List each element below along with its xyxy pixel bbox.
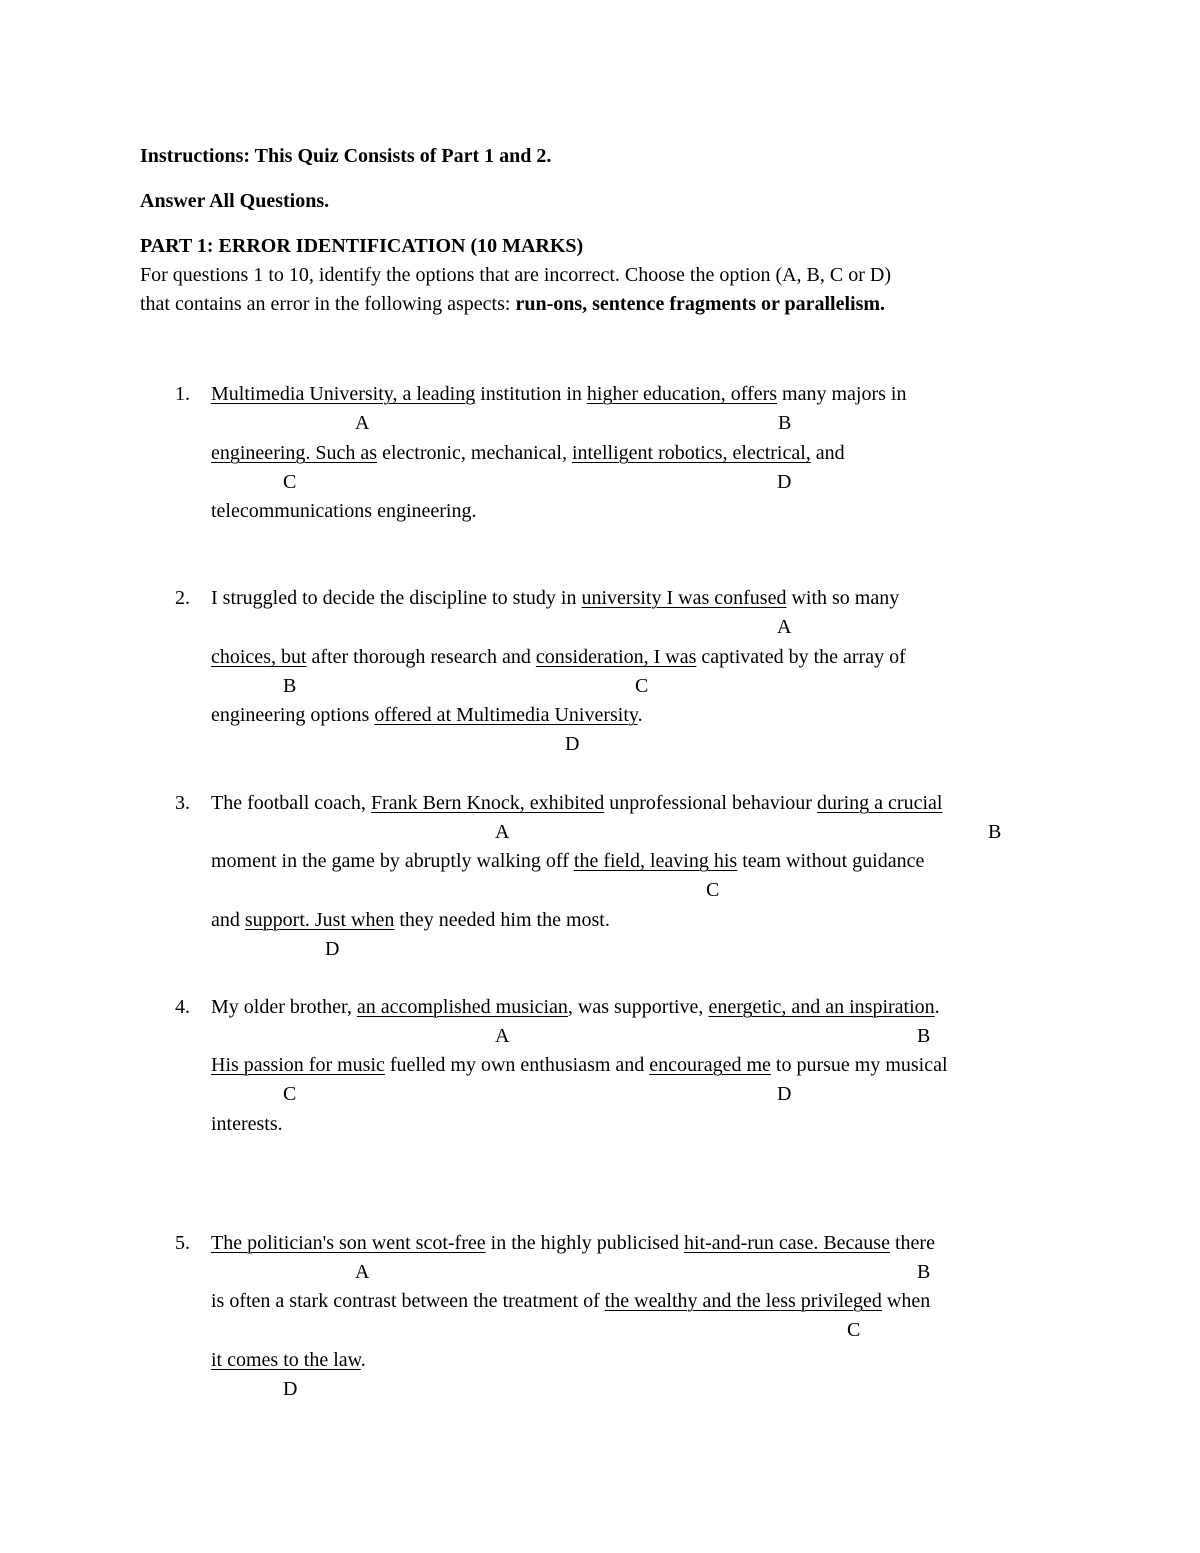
plain-text: with so many bbox=[786, 587, 900, 609]
option-c-label: C bbox=[847, 1319, 861, 1341]
question-number: 4. bbox=[175, 996, 190, 1018]
question-line-1 bbox=[211, 997, 940, 1017]
question-number: 1. bbox=[175, 383, 190, 405]
option-a-text: an accomplished musician bbox=[356, 996, 568, 1018]
plain-text: , was supportive, bbox=[567, 996, 709, 1018]
part1-title: PART 1: ERROR IDENTIFICATION (10 MARKS) bbox=[140, 235, 584, 257]
plain-text: moment in the game by abruptly walking off bbox=[211, 850, 574, 872]
option-d-text: offered at Multimedia University bbox=[374, 704, 638, 726]
option-c-label: C bbox=[283, 471, 297, 493]
option-a-text: Multimedia University, a leading bbox=[211, 383, 476, 405]
option-b-text: choices, but bbox=[211, 646, 307, 668]
question-line-2 bbox=[211, 647, 906, 667]
plain-text: to pursue my musical bbox=[770, 1054, 948, 1076]
plain-text: captivated by the array of bbox=[696, 646, 906, 668]
option-b-label: B bbox=[778, 412, 792, 434]
intro-plain-text: that contains an error in the following aspects: bbox=[140, 293, 516, 315]
question-line-3 bbox=[211, 705, 643, 725]
plain-text: many majors in bbox=[777, 383, 907, 405]
instructions-heading: Instructions: This Quiz Consists of Part 1 and 2. bbox=[140, 145, 552, 167]
plain-text: My older brother, bbox=[211, 996, 357, 1018]
option-a-text: The politician's son went scot-free bbox=[211, 1232, 486, 1254]
answer-all-heading: Answer All Questions. bbox=[140, 190, 330, 212]
question-line-2 bbox=[211, 1055, 948, 1075]
plain-text: . bbox=[637, 704, 643, 726]
option-d-text: encouraged me bbox=[649, 1054, 771, 1076]
option-a-text: Frank Bern Knock, exhibited bbox=[370, 792, 605, 814]
option-b-label: B bbox=[917, 1025, 931, 1047]
option-c-text: the field, leaving his bbox=[573, 850, 738, 872]
plain-text: and bbox=[211, 909, 245, 931]
option-c-text: engineering. Such as bbox=[211, 442, 378, 464]
option-b-text: hit-and-run case. Because bbox=[683, 1232, 890, 1254]
plain-text: is often a stark contrast between the treatment of bbox=[211, 1290, 605, 1312]
option-b-text: during a crucial bbox=[816, 792, 943, 814]
question-line-2 bbox=[211, 1291, 930, 1311]
plain-text: in the highly publicised bbox=[485, 1232, 684, 1254]
part1-intro-line2 bbox=[140, 294, 885, 314]
option-d-label: D bbox=[777, 1083, 792, 1105]
option-c-text: the wealthy and the less privileged bbox=[604, 1290, 882, 1312]
option-d-label: D bbox=[565, 733, 580, 755]
question-number: 5. bbox=[175, 1232, 190, 1254]
option-a-text: university I was confused bbox=[581, 587, 787, 609]
plain-text: electronic, mechanical, bbox=[377, 442, 572, 464]
option-c-label: C bbox=[706, 879, 720, 901]
option-d-label: D bbox=[777, 471, 792, 493]
plain-text: they needed him the most. bbox=[394, 909, 610, 931]
option-b-label: B bbox=[283, 675, 297, 697]
plain-text: The football coach, bbox=[211, 792, 371, 814]
question-line-1 bbox=[211, 588, 899, 608]
plain-text: . bbox=[934, 996, 940, 1018]
plain-text: institution in bbox=[475, 383, 587, 405]
option-d-text: intelligent robotics, electrical, bbox=[571, 442, 811, 464]
plain-text: team without guidance bbox=[737, 850, 925, 872]
option-c-text: consideration, I was bbox=[535, 646, 697, 668]
option-c-label: C bbox=[283, 1083, 297, 1105]
option-a-label: A bbox=[777, 616, 792, 638]
question-number: 2. bbox=[175, 587, 190, 609]
intro-bold-text: run-ons, sentence fragments or parallelism. bbox=[515, 293, 886, 315]
plain-text: fuelled my own enthusiasm and bbox=[384, 1054, 650, 1076]
question-line-2 bbox=[211, 851, 924, 871]
option-a-label: A bbox=[495, 821, 510, 843]
option-b-text: energetic, and an inspiration bbox=[708, 996, 935, 1018]
plain-text: I struggled to decide the discipline to study in bbox=[211, 587, 582, 609]
option-d-text: it comes to the law bbox=[211, 1349, 361, 1371]
option-b-label: B bbox=[988, 821, 1002, 843]
question-line-1 bbox=[211, 384, 906, 404]
part1-intro-line1: For questions 1 to 10, identify the options that are incorrect. Choose the option (A, B, C or D) bbox=[140, 264, 891, 286]
question-line-3 bbox=[211, 910, 610, 930]
plain-text: when bbox=[881, 1290, 931, 1312]
option-a-label: A bbox=[355, 412, 370, 434]
plain-text: after thorough research and bbox=[306, 646, 536, 668]
question-line-2 bbox=[211, 443, 845, 463]
plain-text: engineering options bbox=[211, 704, 375, 726]
option-d-label: D bbox=[325, 938, 340, 960]
option-b-text: higher education, offers bbox=[586, 383, 778, 405]
question-line-1 bbox=[211, 793, 942, 813]
plain-text: there bbox=[889, 1232, 935, 1254]
question-line-1 bbox=[211, 1233, 935, 1253]
plain-text: unprofessional behaviour bbox=[604, 792, 817, 814]
option-a-label: A bbox=[355, 1261, 370, 1283]
question-line-3 bbox=[211, 1350, 366, 1370]
plain-text: . bbox=[360, 1349, 366, 1371]
plain-text: and bbox=[810, 442, 845, 464]
option-c-text: His passion for music bbox=[211, 1054, 385, 1076]
question-number: 3. bbox=[175, 792, 190, 814]
question-line-3: telecommunications engineering. bbox=[211, 500, 477, 522]
option-c-label: C bbox=[635, 675, 649, 697]
question-line-3: interests. bbox=[211, 1113, 283, 1135]
option-d-label: D bbox=[283, 1378, 298, 1400]
option-b-label: B bbox=[917, 1261, 931, 1283]
option-d-text: support. Just when bbox=[244, 909, 395, 931]
option-a-label: A bbox=[495, 1025, 510, 1047]
